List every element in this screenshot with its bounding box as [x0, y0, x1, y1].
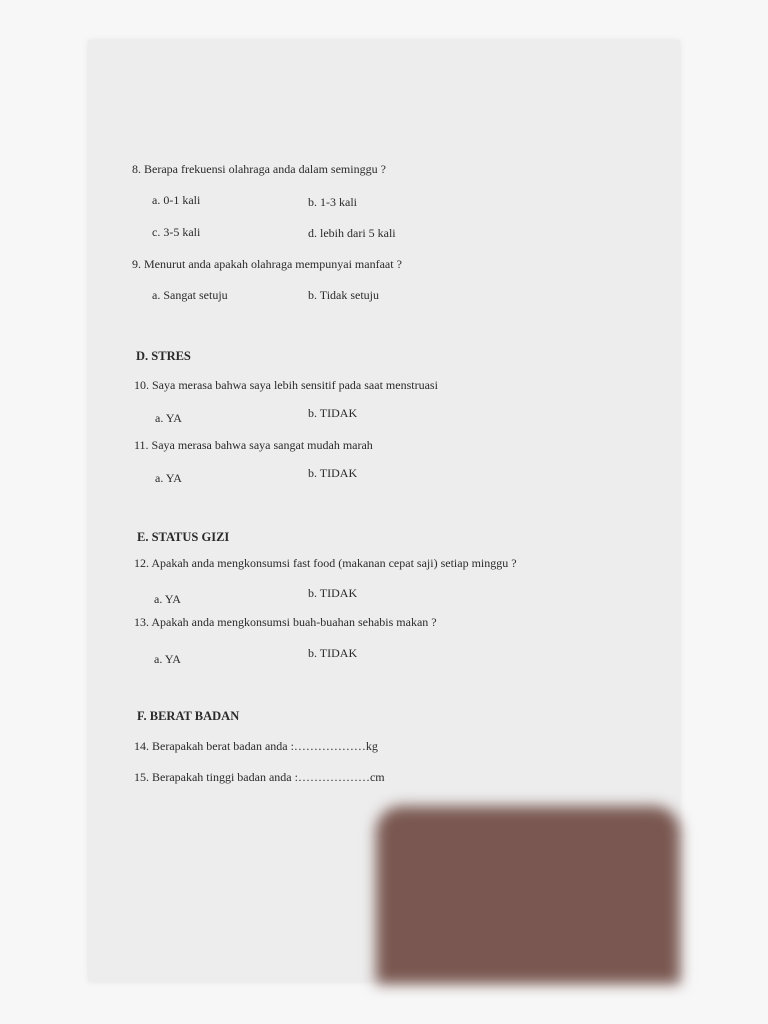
section-d-heading: D. STRES	[136, 349, 191, 363]
question-10: 10. Saya merasa bahwa saya lebih sensitif pada saat menstruasi	[134, 378, 438, 392]
q12-option-b: b. TIDAK	[308, 586, 358, 600]
q8-option-a: a. 0-1 kali	[152, 193, 201, 207]
question-15: 15. Berapakah tinggi badan anda :………………cm	[134, 770, 385, 784]
question-13: 13. Apakah anda mengkonsumsi buah-buahan sehabis makan ?	[134, 615, 437, 629]
q11-option-a: a. YA	[155, 471, 182, 485]
q12-option-a: a. YA	[154, 592, 181, 606]
q9-option-a: a. Sangat setuju	[152, 288, 228, 302]
q8-option-c: c. 3-5 kali	[152, 225, 201, 239]
question-9: 9. Menurut anda apakah olahraga mempunyai manfaat ?	[132, 257, 402, 271]
question-8: 8. Berapa frekuensi olahraga anda dalam seminggu ?	[132, 162, 386, 176]
q11-option-b: b. TIDAK	[308, 466, 358, 480]
q8-option-d: d. lebih dari 5 kali	[308, 226, 396, 240]
question-11: 11. Saya merasa bahwa saya sangat mudah marah	[134, 438, 373, 452]
question-12: 12. Apakah anda mengkonsumsi fast food (makanan cepat saji) setiap minggu ?	[134, 556, 517, 570]
q8-option-b: b. 1-3 kali	[308, 195, 357, 209]
q10-option-a: a. YA	[155, 411, 182, 425]
section-e-heading: E. STATUS GIZI	[137, 530, 230, 544]
q10-option-b: b. TIDAK	[308, 406, 358, 420]
question-14: 14. Berapakah berat badan anda :………………kg	[134, 739, 378, 753]
section-f-heading: F. BERAT BADAN	[137, 709, 240, 723]
q13-option-b: b. TIDAK	[308, 646, 358, 660]
finger-blur-shadow	[376, 806, 680, 984]
q13-option-a: a. YA	[154, 652, 181, 666]
q9-option-b: b. Tidak setuju	[308, 288, 380, 302]
